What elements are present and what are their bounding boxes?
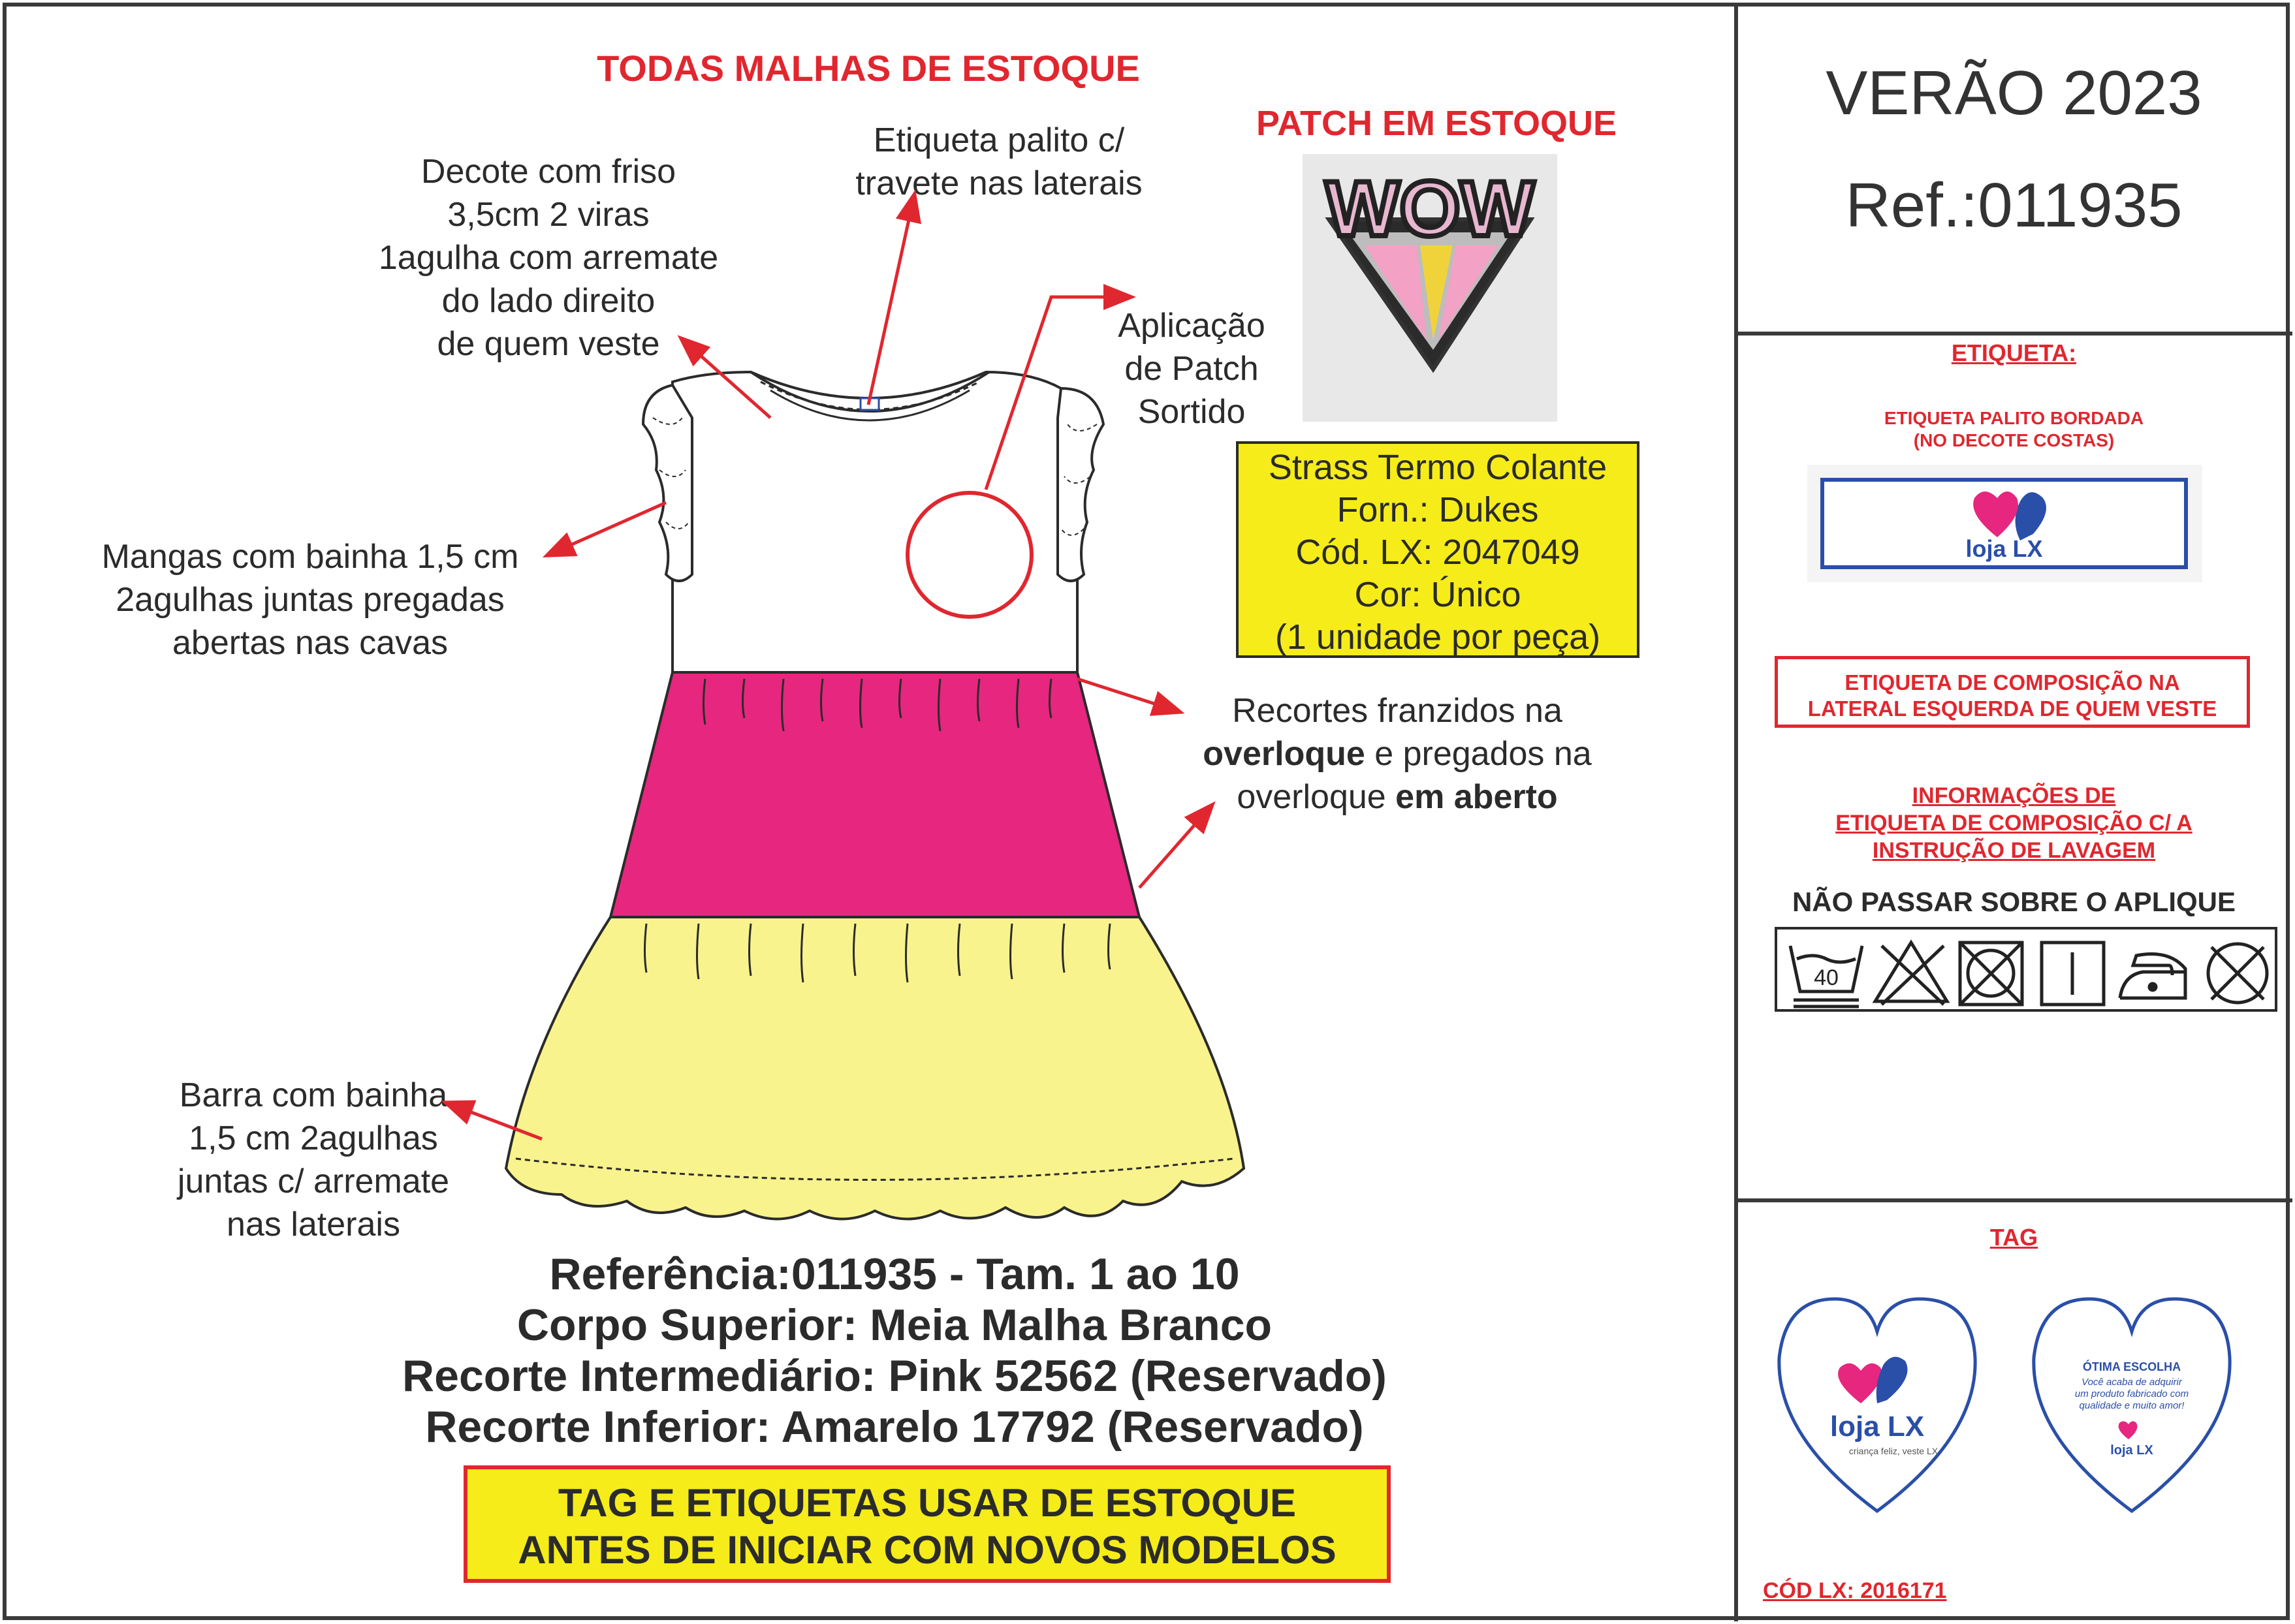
- left-sleeve: [643, 385, 692, 581]
- note-aplicacao: Aplicação de Patch Sortido: [1118, 307, 1265, 431]
- reference-title: Ref.:011935: [1845, 170, 2183, 240]
- patch-title: PATCH EM ESTOQUE: [1256, 104, 1617, 143]
- note-barra: Barra com bainha 1,5 cm 2agulhas juntas c/ arremate nas laterais: [177, 1076, 450, 1243]
- tag-back: [2034, 1299, 2230, 1511]
- no-tumble-dry-icon: [1960, 943, 2022, 1005]
- nao-passar-text: NÃO PASSAR SOBRE O APLIQUE: [1792, 886, 2236, 917]
- tag-title: TAG: [1989, 1224, 2038, 1251]
- info-title: INFORMAÇÕES DE ETIQUETA DE COMPOSIÇÃO C/ A INSTRUÇÃO DE LAVAGEM: [1835, 783, 2192, 863]
- spec-middle-cut: Recorte Intermediário: Pink 52562 (Reservado): [402, 1351, 1387, 1401]
- brand-label: [1820, 478, 2188, 569]
- cod-lx: CÓD LX: 2016171: [1763, 1578, 1947, 1603]
- etiqueta-title: ETIQUETA:: [1951, 339, 2077, 366]
- care-symbols: [1775, 927, 2277, 1012]
- svg-text:um produto fabricado com: um produto fabricado com: [2074, 1388, 2189, 1399]
- care-symbols-row: [1777, 929, 2280, 1014]
- composicao-box: ETIQUETA DE COMPOSIÇÃO NA LATERAL ESQUERDA DE QUEM VESTE: [1775, 656, 2250, 728]
- line-dry-icon: [2042, 943, 2104, 1005]
- tag-front-logo: loja LX: [1829, 1411, 1925, 1443]
- spec-reference: Referência:011935 - Tam. 1 ao 10: [549, 1249, 1240, 1299]
- side-divider-1: [1734, 332, 2292, 336]
- note-mangas: Mangas com bainha 1,5 cm 2agulhas juntas pregadas abertas nas cavas: [101, 538, 519, 662]
- wash-40-icon: [1790, 946, 1862, 1007]
- side-divider-2: [1734, 1198, 2292, 1202]
- svg-text:40: 40: [1814, 965, 1839, 990]
- svg-text:qualidade e muito amor!: qualidade e muito amor!: [2079, 1400, 2185, 1411]
- tag-front-tagline: criança feliz, veste LX: [1848, 1446, 1939, 1456]
- hearts-icon: [1971, 488, 2056, 540]
- main-header: TODAS MALHAS DE ESTOQUE: [597, 48, 1140, 89]
- dress-middle-tier: [610, 672, 1139, 917]
- strass-box: Strass Termo Colante Forn.: Dukes Cód. LX: 2047049 Cor: Único (1 unidade por peça): [1236, 441, 1639, 658]
- brand-label-area: [1807, 465, 2202, 582]
- iron-low-icon: [2120, 954, 2185, 999]
- brand-logo-text: loja LX: [1965, 535, 2043, 562]
- etiqueta-desc: ETIQUETA PALITO BORDADA (NO DECOTE COSTAS): [1884, 408, 2144, 450]
- spec-upper-body: Corpo Superior: Meia Malha Branco: [516, 1300, 1273, 1350]
- note-etiqueta: Etiqueta palito c/ travete nas laterais: [855, 121, 1143, 202]
- spec-lower-cut: Recorte Inferior: Amarelo 17792 (Reservado): [425, 1402, 1364, 1452]
- dress-bottom-tier: [506, 917, 1244, 1219]
- svg-text:Você acaba de adquirir: Você acaba de adquirir: [2081, 1377, 2182, 1388]
- season-title: VERÃO 2023: [1826, 58, 2202, 128]
- right-sleeve: [1058, 388, 1103, 581]
- tag-front: [1779, 1299, 1975, 1511]
- tags-illustration: [1763, 1279, 2285, 1527]
- note-decote: Decote com friso 3,5cm 2 viras 1agulha com arremate do lado direito de quem veste: [378, 153, 719, 363]
- tag-back-title: ÓTIMA ESCOLHA: [2082, 1360, 2181, 1373]
- tag-back-logo: loja LX: [2110, 1443, 2153, 1458]
- dress-bodice: [673, 372, 1077, 676]
- patch-word: WOW: [1325, 165, 1534, 253]
- no-bleach-icon: [1875, 943, 1947, 1005]
- warning-box: TAG E ETIQUETAS USAR DE ESTOQUE ANTES DE INICIAR COM NOVOS MODELOS: [464, 1465, 1391, 1583]
- no-dry-clean-icon: [2208, 944, 2267, 1003]
- spec-list: [366, 1249, 1423, 1452]
- note-recortes: Recortes franzidos na overloque e pregados na overloque em aberto: [1203, 692, 1592, 816]
